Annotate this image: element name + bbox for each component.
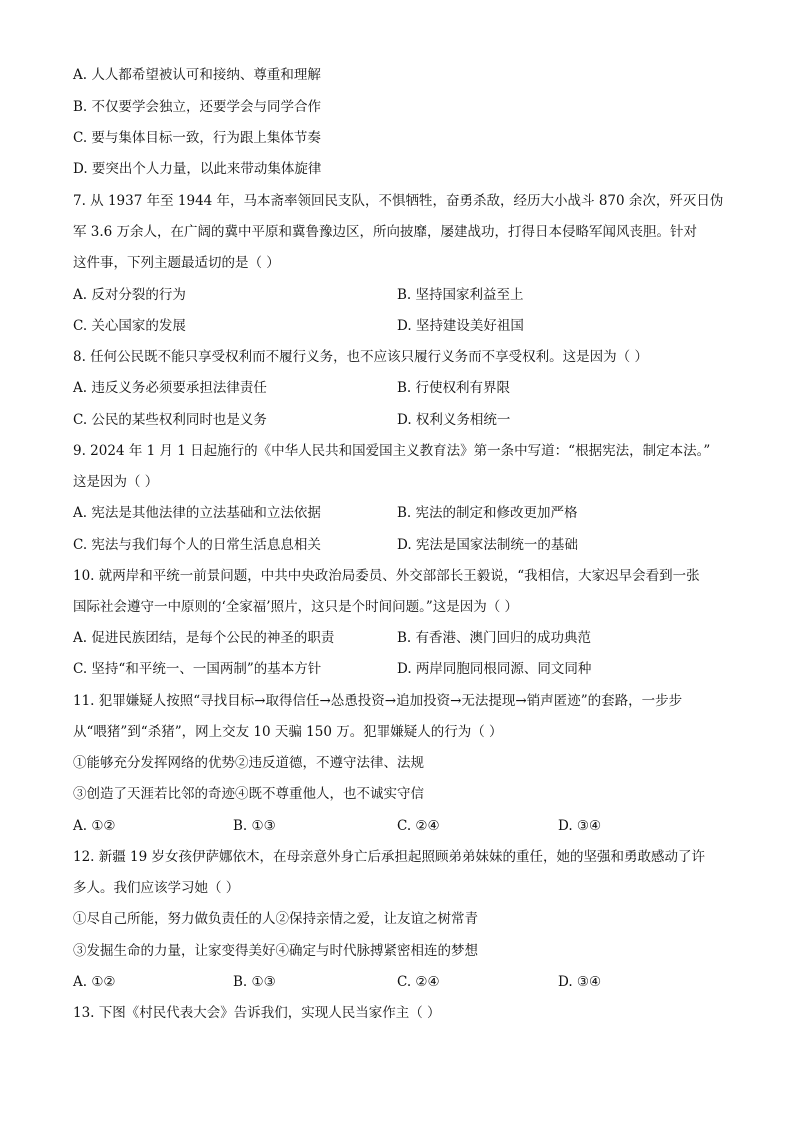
q9-stem-line2: 这是因为（ ） — [73, 474, 159, 490]
q10-option-c: C. 坚持“和平统一、一国两制”的基本方针 — [73, 661, 322, 677]
q13-stem-line1: 13. 下图《村民代表大会》告诉我们，实现人民当家作主（ ） — [73, 1005, 441, 1021]
q8-option-a: A. 违反义务必须要承担法律责任 — [73, 380, 267, 396]
q11-statements-line2: ③创造了天涯若比邻的奇迹④既不尊重他人，也不诚实守信 — [73, 786, 424, 802]
q7-option-d: D. 坚持建设美好祖国 — [397, 318, 524, 334]
q11-statements-line1: ①能够充分发挥网络的优势②违反道德，不遵守法律、法规 — [73, 755, 424, 771]
q9-option-c: C. 宪法与我们每个人的日常生活息息相关 — [73, 537, 321, 553]
q10-option-a: A. 促进民族团结，是每个公民的神圣的职责 — [73, 630, 335, 646]
q12-statements-line2: ③发掘生命的力量，让家变得美好④确定与时代脉搏紧密相连的梦想 — [73, 943, 478, 959]
q11-option-a: A. ①② — [73, 818, 116, 834]
q7-option-b: B. 坚持国家利益至上 — [397, 287, 524, 303]
q9-option-a: A. 宪法是其他法律的立法基础和立法依据 — [73, 505, 321, 521]
q12-option-d: D. ③④ — [558, 974, 602, 990]
option-b-prev: B. 不仅要学会独立，还要学会与同学合作 — [73, 99, 322, 115]
q10-stem-line2: 国际社会遵守一中原则的‘全家福’照片，这只是个时间问题。”这是因为（ ） — [73, 599, 519, 615]
q8-option-d: D. 权利义务相统一 — [397, 412, 511, 428]
q10-option-b: B. 有香港、澳门回归的成功典范 — [397, 630, 592, 646]
q10-option-d: D. 两岸同胞同根同源、同文同种 — [397, 661, 592, 677]
q12-stem-line1: 12. 新疆 19 岁女孩伊萨娜依木，在母亲意外身亡后承担起照顾弟弟妹妹的重任，她的坚强和勇敢感动了许 — [73, 849, 706, 865]
q7-stem-line1: 7. 从 1937 年至 1944 年，马本斋率领回民支队，不惧牺牲，奋勇杀敌，经历大小战斗 870 余次，歼灭日伪 — [73, 193, 724, 209]
q11-option-b: B. ①③ — [233, 818, 276, 834]
q12-option-c: C. ②④ — [397, 974, 440, 990]
q8-stem-line1: 8. 任何公民既不能只享受权利而不履行义务，也不应该只履行义务而不享受权利。这是因为（ ） — [73, 349, 648, 365]
q7-stem-line3: 这件事，下列主题最适切的是（ ） — [73, 255, 280, 271]
q12-statements-line1: ①尽自己所能，努力做负责任的人②保持亲情之爱，让友谊之树常青 — [73, 911, 478, 927]
q9-option-b: B. 宪法的制定和修改更加严格 — [397, 505, 578, 521]
option-d-prev: D. 要突出个人力量，以此来带动集体旋律 — [73, 161, 322, 177]
option-c-prev: C. 要与集体目标一致，行为跟上集体节奏 — [73, 130, 321, 146]
q8-option-b: B. 行使权利有界限 — [397, 380, 511, 396]
q7-option-c: C. 关心国家的发展 — [73, 318, 186, 334]
q9-option-d: D. 宪法是国家法制统一的基础 — [397, 537, 578, 553]
q11-stem-line2: 从“喂猪”到“杀猪”，网上交友 10 天骗 150 万。犯罪嫌疑人的行为（ ） — [73, 724, 503, 740]
q11-stem-line1: 11. 犯罪嫌疑人按照“寻找目标→取得信任→怂恿投资→追加投资→无法提现→销声匿迹”的套路，一步步 — [73, 693, 683, 709]
q8-option-c: C. 公民的某些权利同时也是义务 — [73, 412, 267, 428]
q7-stem-line2: 军 3.6 万余人，在广阔的冀中平原和冀鲁豫边区，所向披靡，屡建战功，打得日本侵略军闻风丧胆。针对 — [73, 224, 698, 240]
q7-option-a: A. 反对分裂的行为 — [73, 287, 186, 303]
q10-stem-line1: 10. 就两岸和平统一前景问题，中共中央政治局委员、外交部部长王毅说，“我相信，大家迟早会看到一张 — [73, 568, 700, 584]
q12-option-b: B. ①③ — [233, 974, 276, 990]
q12-option-a: A. ①② — [73, 974, 116, 990]
q11-option-c: C. ②④ — [397, 818, 440, 834]
q12-stem-line2: 多人。我们应该学习她（ ） — [73, 880, 240, 896]
option-a-prev: A. 人人都希望被认可和接纳、尊重和理解 — [73, 67, 321, 83]
q9-stem-line1: 9. 2024 年 1 月 1 日起施行的《中华人民共和国爱国主义教育法》第一条中写道：“根据宪法，制定本法。” — [73, 443, 711, 459]
q11-option-d: D. ③④ — [558, 818, 602, 834]
